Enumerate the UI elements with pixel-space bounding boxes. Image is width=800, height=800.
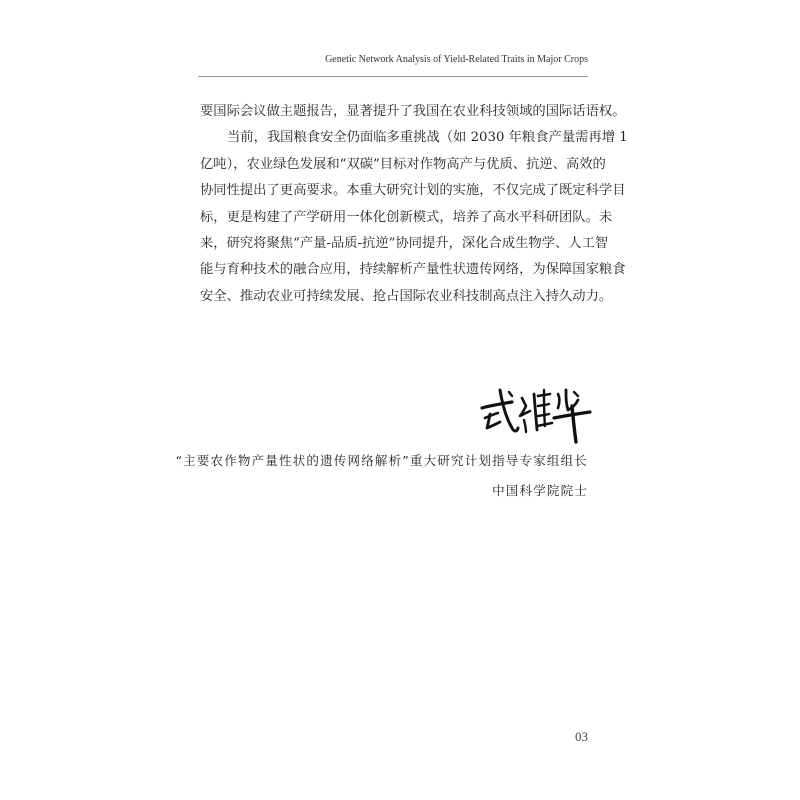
- paragraph-1-line-1: 要国际会议做主题报告，显著提升了我国在农业科技领域的国际话语权。: [200, 104, 626, 119]
- signatory-title: 中国科学院院士: [492, 483, 588, 498]
- paragraph-2-line-1: 当前，我国粮食安全仍面临多重挑战（如 2030 年粮食产量需再增 1: [227, 130, 628, 146]
- paragraph-2-line-2: 亿吨），农业绿色发展和“双碳”目标对作物高产与优质、抗逆、高效的: [200, 156, 606, 172]
- signatory-role: “主要农作物产量性状的遗传网络解析”重大研究计划指导专家组组长: [175, 453, 588, 468]
- paragraph-2-line-6: 能与育种技术的融合应用，持续解析产量性状遗传网络，为保障国家粮食: [200, 262, 626, 278]
- page-number: 03: [575, 729, 588, 744]
- running-header: Genetic Network Analysis of Yield-Related Traits in Major Crops: [325, 54, 588, 65]
- header-rule: [198, 76, 588, 77]
- paragraph-2-line-4: 标，更是构建了产学研用一体化创新模式，培养了高水平科研团队。未: [200, 209, 613, 225]
- handwritten-signature: [478, 384, 593, 446]
- paragraph-2-line-3: 协同性提出了更高要求。本重大研究计划的实施，不仅完成了既定科学目: [200, 183, 626, 199]
- paragraph-2-line-5: 来，研究将聚焦“产量-品质-抗逆”协同提升，深化合成生物学、人工智: [200, 236, 609, 252]
- paragraph-2-line-7: 安全、推动农业可持续发展、抢占国际农业科技制高点注入持久动力。: [200, 288, 613, 304]
- body-text: [200, 99, 628, 310]
